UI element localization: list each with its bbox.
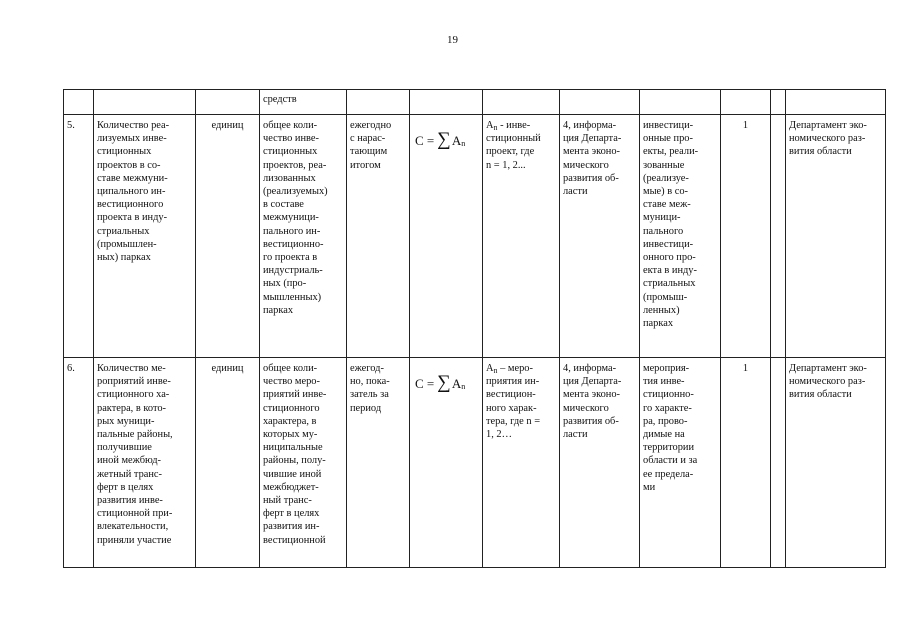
row-number: 5. [64, 115, 94, 358]
cell-spacer [771, 90, 786, 115]
table-row [64, 115, 886, 358]
cell-spacer [771, 115, 786, 358]
periodicity: ежегод- но, пока- затель за период [347, 358, 410, 568]
indicator-definition: общее коли- чество меро- приятий инве- стиционного характера, в которых му- ниципальные районы, полу- чившие иной межбюджет- ный транс- ферт в целях развития ин- вестиционной [260, 358, 347, 568]
sum-symbol: ∑ [437, 372, 451, 394]
cell-definition: средств [260, 90, 347, 115]
cell-num [64, 90, 94, 115]
cell-periodicity [347, 90, 410, 115]
responsible-body: Департамент эко- номического раз- вития области [786, 115, 886, 358]
table-row-continuation [64, 90, 886, 115]
observation-scope: инвестици- онные про- екты, реали- зованные (реализуе- мые) в со- ставе меж- муници- пального инвестици- онного про- екта в инду- стриальных (промыш- ленных) парках [640, 115, 721, 358]
indicator-value: 1 [721, 115, 771, 358]
cell-spacer [771, 358, 786, 568]
data-source: 4, информа- ция Департа- мента эконо- мического развития об- ласти [560, 358, 640, 568]
formula: C = ∑ A n [415, 372, 466, 394]
formula-cell [410, 358, 483, 568]
sum-symbol: ∑ [437, 129, 451, 151]
indicators-table [63, 89, 886, 568]
row-number: 6. [64, 358, 94, 568]
indicator-definition: общее коли- чество инве- стиционных проектов, реа- лизованных (реализуемых) в составе межмуници- пального ин- вестиционно- го проекта в индустриаль- ных (про- мышленных) парках [260, 115, 347, 358]
cell-responsible [786, 90, 886, 115]
table-row [64, 358, 886, 568]
indicator-name: Количество ме- роприятий инве- стиционного ха- рактера, в кото- рых муници- пальные районы, получившие иной межбюд- жетный транс- ферт в целях развития инве- стиционной при- влекательности, приняли участие [94, 358, 196, 568]
responsible-body: Департамент эко- номического раз- вития области [786, 358, 886, 568]
symbols-description: An – меро- приятия ин- вестицион- ного харак- тера, где n = 1, 2… [483, 358, 560, 568]
cell-scope [640, 90, 721, 115]
formula-cell [410, 115, 483, 358]
cell-value [721, 90, 771, 115]
periodicity: ежегодно с нарас- тающим итогом [347, 115, 410, 358]
observation-scope: мероприя- тия инве- стиционно- го характе- ра, прово- димые на территории области и за ее предела- ми [640, 358, 721, 568]
data-source: 4, информа- ция Департа- мента эконо- мического развития об- ласти [560, 115, 640, 358]
unit-of-measure: единиц [196, 358, 260, 568]
cell-source [560, 90, 640, 115]
symbols-description: An - инве- стиционный проект, где n = 1, 2... [483, 115, 560, 358]
page-number: 19 [447, 34, 458, 46]
unit-of-measure: единиц [196, 115, 260, 358]
cell-unit [196, 90, 260, 115]
cell-name [94, 90, 196, 115]
cell-formula [410, 90, 483, 115]
indicator-value: 1 [721, 358, 771, 568]
indicator-name: Количество реа- лизуемых инве- стиционных проектов в со- ставе межмуни- ципального ин- вестиционного проекта в инду- стриальных (промышлен- ных) парках [94, 115, 196, 358]
formula: C = ∑ A n [415, 129, 466, 151]
cell-symbols [483, 90, 560, 115]
